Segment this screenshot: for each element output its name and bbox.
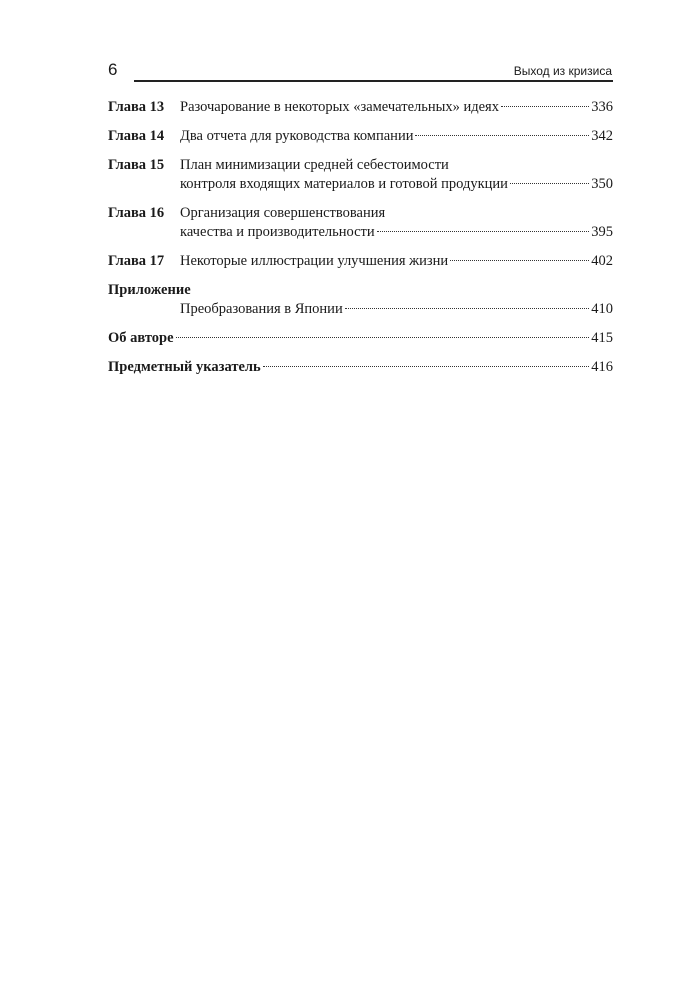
chapter-label: Глава 15 — [108, 157, 165, 173]
chapter-label: Глава 14 — [108, 128, 165, 144]
toc-entry-appendix[interactable] — [108, 300, 613, 319]
about-author-title: Об авторе — [108, 330, 174, 346]
header-rule — [134, 80, 613, 82]
dot-leader — [377, 231, 590, 232]
dot-leader — [176, 337, 590, 338]
toc-entry-chapter-16[interactable] — [108, 204, 613, 242]
dot-leader — [450, 260, 589, 261]
running-title: Выход из кризиса — [513, 64, 612, 78]
toc-entry-chapter-15[interactable] — [108, 156, 613, 194]
chapter-page: 342 — [591, 128, 613, 144]
chapter-page: 402 — [591, 253, 613, 269]
appendix-heading: Приложение — [108, 282, 191, 298]
toc-entry-about-author[interactable] — [108, 329, 613, 348]
chapter-label: Глава 16 — [108, 205, 165, 221]
dot-leader — [263, 366, 590, 367]
chapter-label: Глава 13 — [108, 99, 165, 115]
chapter-title-line-2: контроля входящих материалов и готовой продукции — [180, 176, 508, 192]
dot-leader — [415, 135, 589, 136]
dot-leader — [510, 183, 589, 184]
about-author-page: 415 — [591, 330, 613, 346]
chapter-title: Разочарование в некоторых «замечательных» идеях — [180, 99, 499, 115]
chapter-page: 350 — [591, 176, 613, 192]
appendix-page: 410 — [591, 301, 613, 317]
toc-entry-chapter-17[interactable] — [108, 252, 613, 271]
toc-entry-chapter-13[interactable] — [108, 98, 613, 117]
chapter-title: Два отчета для руководства компании — [180, 128, 414, 144]
toc-entry-chapter-14[interactable] — [108, 127, 613, 146]
chapter-page: 336 — [591, 99, 613, 115]
page-number: 6 — [108, 60, 118, 79]
dot-leader — [501, 106, 589, 107]
chapter-title-line-2: качества и производительности — [180, 224, 375, 240]
toc-entry-index[interactable] — [108, 358, 613, 377]
index-page: 416 — [591, 359, 613, 375]
chapter-title-line-1: Организация совершенствования — [180, 205, 386, 221]
index-title: Предметный указатель — [108, 359, 261, 375]
dot-leader — [345, 308, 590, 309]
chapter-title: Некоторые иллюстрации улучшения жизни — [180, 253, 449, 269]
chapter-label: Глава 17 — [108, 253, 165, 269]
table-of-contents — [108, 98, 613, 387]
chapter-page: 395 — [591, 224, 613, 240]
appendix-title: Преобразования в Японии — [180, 301, 343, 317]
chapter-title-line-1: План минимизации средней себестоимости — [180, 157, 449, 173]
